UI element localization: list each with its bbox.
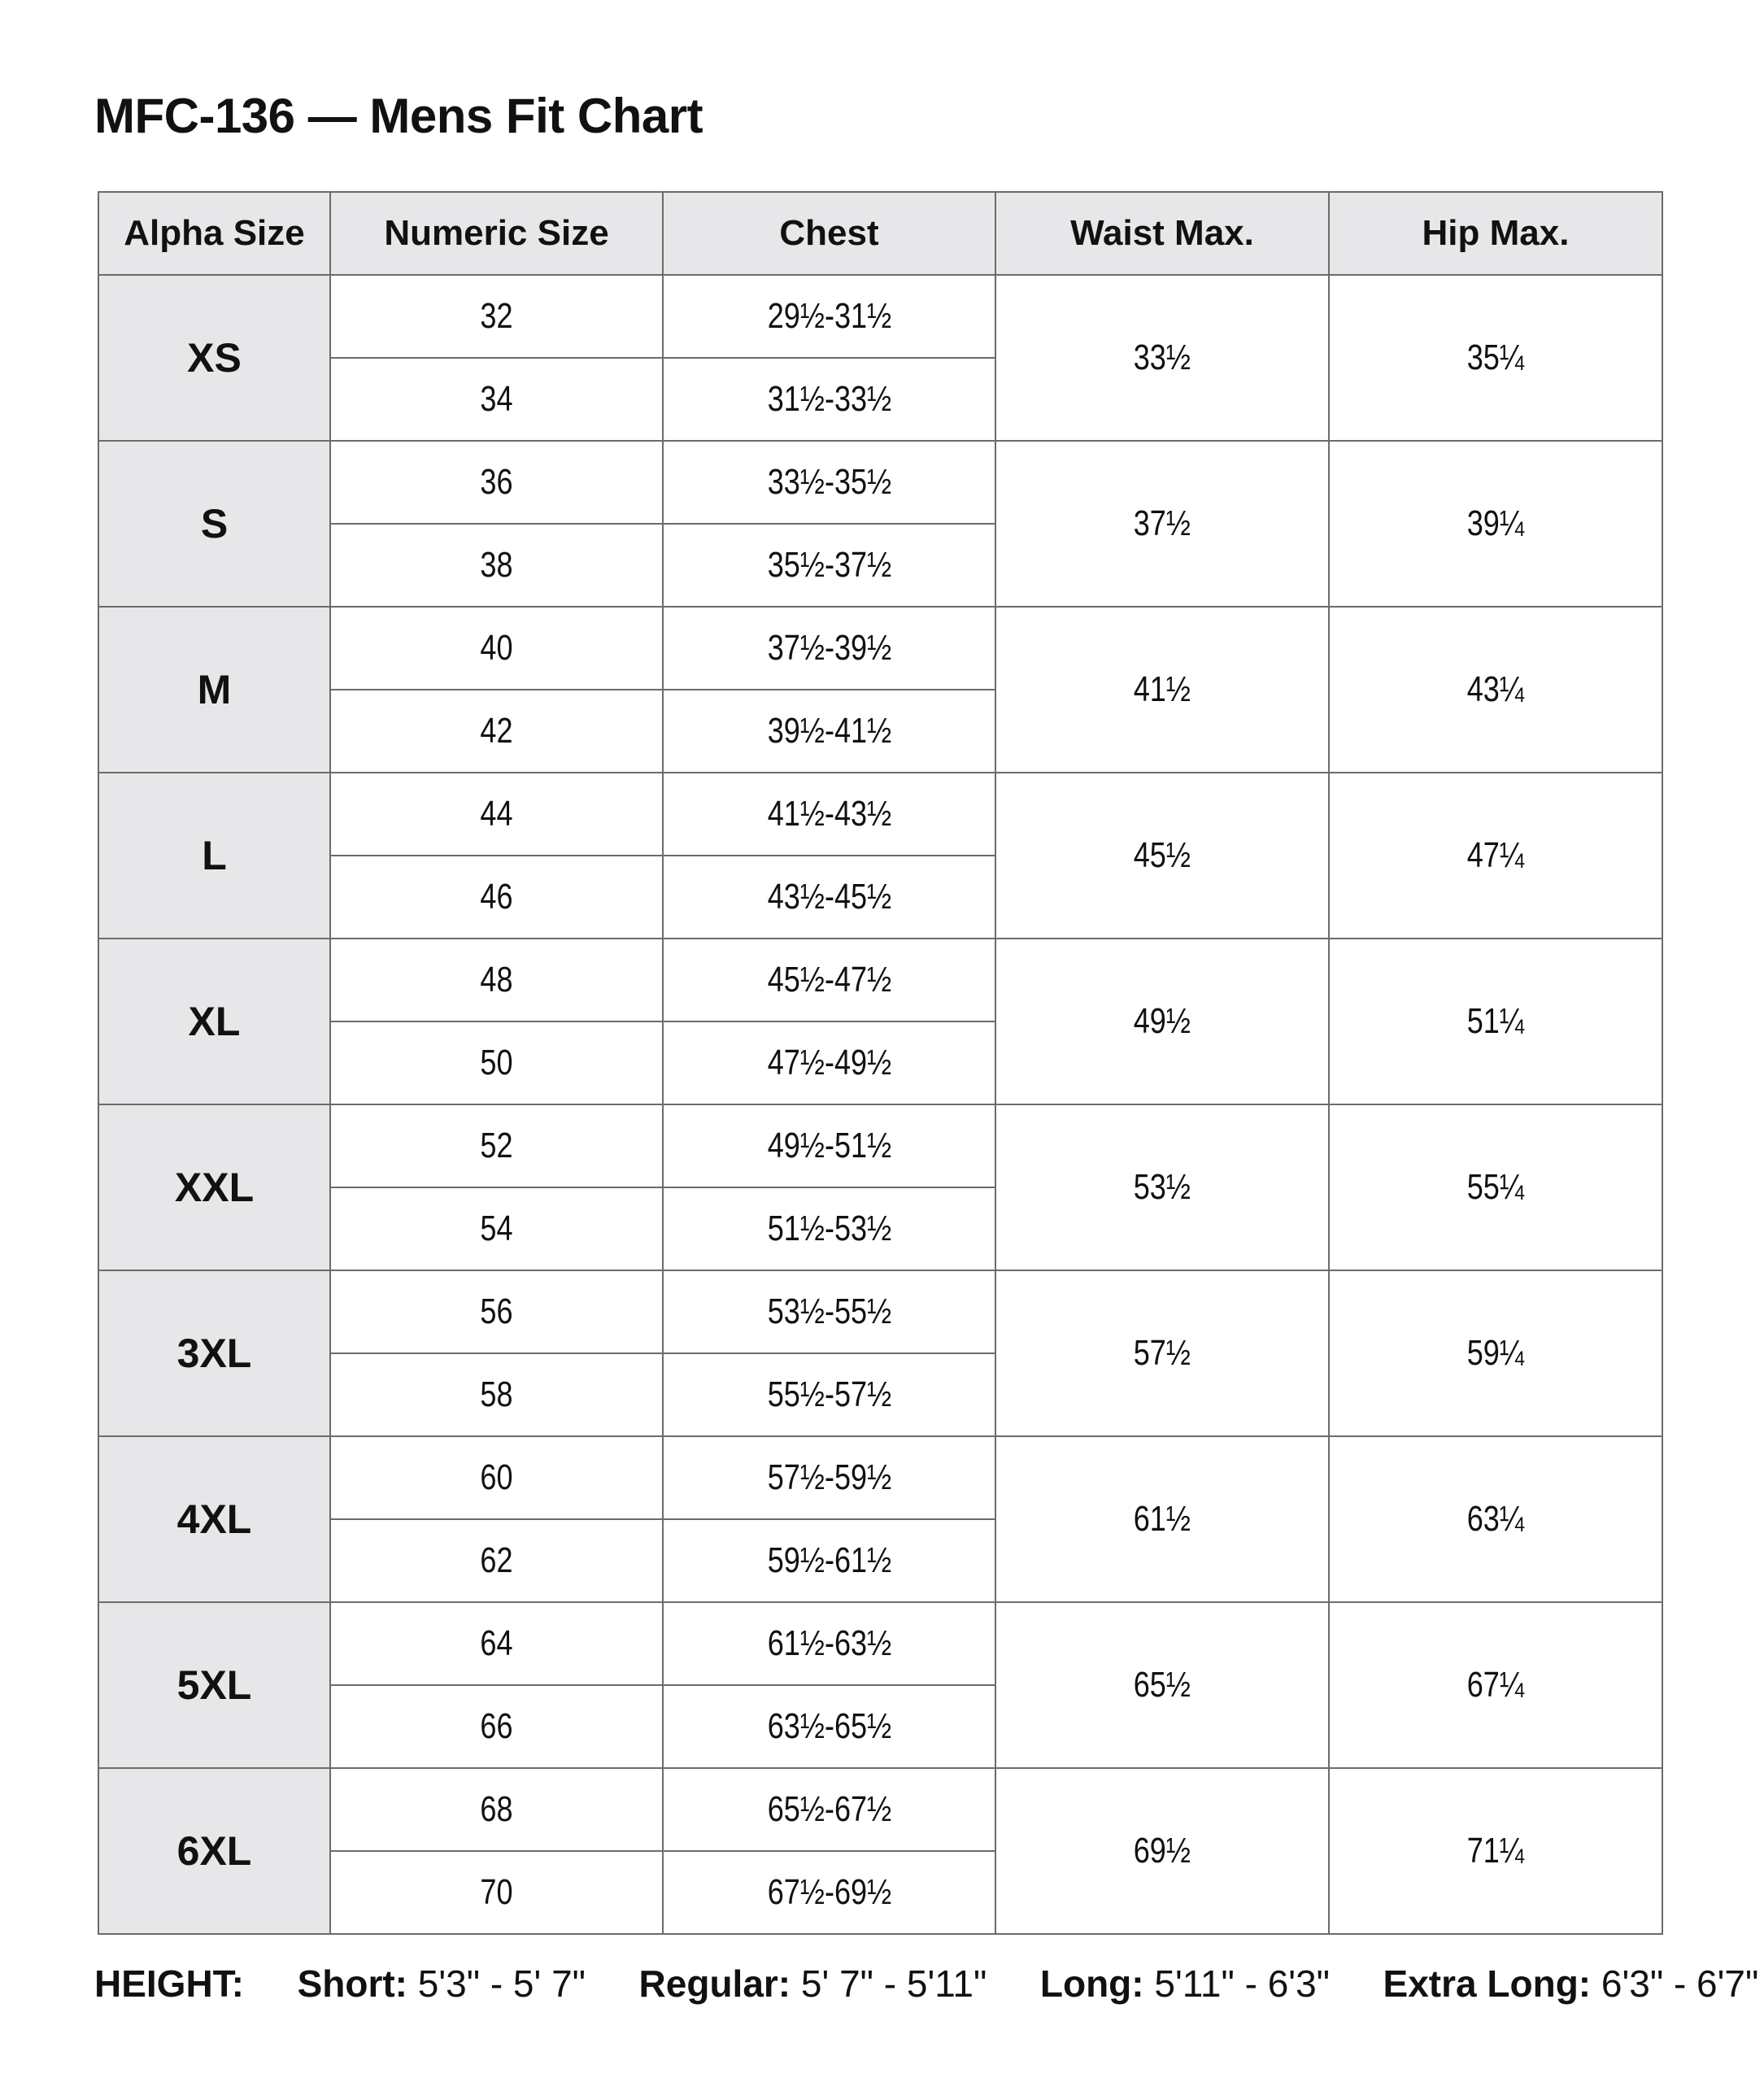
numeric-size-text: 58 xyxy=(480,1374,513,1414)
chest-cell xyxy=(663,524,995,607)
long-label: Long: xyxy=(1039,1962,1144,2005)
numeric-size-text: 46 xyxy=(480,877,513,917)
numeric-size-cell xyxy=(330,856,663,939)
alpha-size-cell: XS xyxy=(98,275,330,441)
hip-max-text: 39¼ xyxy=(1466,503,1525,543)
waist-max-cell xyxy=(995,1768,1329,1934)
page-title: MFC-136 — Mens Fit Chart xyxy=(94,89,703,143)
waist-max-cell xyxy=(995,773,1329,939)
numeric-size-cell xyxy=(330,1602,663,1685)
chest-text: 35½-37½ xyxy=(767,545,891,585)
chest-cell xyxy=(663,1768,995,1851)
chest-cell xyxy=(663,939,995,1021)
hip-max-text: 59¼ xyxy=(1466,1333,1525,1373)
chest-text: 63½-65½ xyxy=(767,1706,891,1746)
numeric-size-cell xyxy=(330,1353,663,1436)
table-row xyxy=(98,1602,1662,1685)
waist-max-text: 57½ xyxy=(1133,1333,1191,1373)
numeric-size-cell xyxy=(330,1851,663,1934)
chest-cell xyxy=(663,1851,995,1934)
hip-max-cell xyxy=(1329,1104,1662,1270)
height-label: HEIGHT: xyxy=(94,1962,244,2005)
chest-cell xyxy=(663,1353,995,1436)
table-row xyxy=(98,773,1662,856)
alpha-size-cell: 6XL xyxy=(98,1768,330,1934)
numeric-size-cell xyxy=(330,275,663,358)
regular-value: 5' 7" - 5'11" xyxy=(800,1962,987,2005)
chest-text: 49½-51½ xyxy=(767,1126,891,1165)
extra-long-value: 6'3" - 6'7" xyxy=(1601,1962,1759,2005)
numeric-size-text: 36 xyxy=(480,462,513,502)
chest-text: 39½-41½ xyxy=(767,711,891,751)
chest-cell xyxy=(663,1602,995,1685)
waist-max-text: 61½ xyxy=(1133,1499,1191,1539)
alpha-size-cell: L xyxy=(98,773,330,939)
numeric-size-text: 38 xyxy=(480,545,513,585)
chest-text: 45½-47½ xyxy=(767,960,891,1000)
alpha-size-cell: 4XL xyxy=(98,1436,330,1602)
waist-max-cell xyxy=(995,1602,1329,1768)
chest-cell xyxy=(663,773,995,856)
chest-text: 47½-49½ xyxy=(767,1043,891,1082)
hip-max-cell xyxy=(1329,275,1662,441)
chest-text: 43½-45½ xyxy=(767,877,891,917)
hip-max-text: 63¼ xyxy=(1466,1499,1525,1539)
hip-max-cell xyxy=(1329,441,1662,607)
chest-cell xyxy=(663,856,995,939)
chest-text: 61½-63½ xyxy=(767,1623,891,1663)
chest-cell xyxy=(663,1270,995,1353)
chest-text: 53½-55½ xyxy=(767,1291,891,1331)
chest-cell xyxy=(663,275,995,358)
numeric-size-cell xyxy=(330,1685,663,1768)
waist-max-text: 45½ xyxy=(1133,835,1191,875)
waist-max-text: 33½ xyxy=(1133,338,1191,377)
chest-cell xyxy=(663,1519,995,1602)
chest-text: 41½-43½ xyxy=(767,794,891,834)
waist-max-text: 69½ xyxy=(1133,1831,1191,1871)
numeric-size-text: 64 xyxy=(480,1623,513,1663)
numeric-size-text: 44 xyxy=(480,794,513,834)
alpha-size-cell: S xyxy=(98,441,330,607)
table-row xyxy=(98,1436,1662,1519)
numeric-size-cell xyxy=(330,1768,663,1851)
chest-text: 29½-31½ xyxy=(767,296,891,336)
chest-text: 33½-35½ xyxy=(767,462,891,502)
numeric-size-cell xyxy=(330,358,663,441)
waist-max-text: 49½ xyxy=(1133,1001,1191,1041)
numeric-size-cell xyxy=(330,441,663,524)
numeric-size-cell xyxy=(330,1187,663,1270)
hip-max-text: 51¼ xyxy=(1466,1001,1525,1041)
hip-max-text: 35¼ xyxy=(1466,338,1525,377)
numeric-size-text: 66 xyxy=(480,1706,513,1746)
numeric-size-cell xyxy=(330,1021,663,1104)
header-hip-max: Hip Max. xyxy=(1329,192,1662,275)
numeric-size-cell xyxy=(330,607,663,690)
numeric-size-text: 56 xyxy=(480,1291,513,1331)
alpha-size-cell: XL xyxy=(98,939,330,1104)
extra-long-label: Extra Long: xyxy=(1383,1962,1592,2005)
hip-max-cell xyxy=(1329,1436,1662,1602)
waist-max-cell xyxy=(995,1270,1329,1436)
chest-text: 51½-53½ xyxy=(767,1209,891,1248)
waist-max-text: 65½ xyxy=(1133,1665,1191,1705)
numeric-size-text: 60 xyxy=(480,1457,513,1497)
table-row xyxy=(98,1104,1662,1187)
chest-cell xyxy=(663,1187,995,1270)
numeric-size-cell xyxy=(330,690,663,773)
chest-text: 59½-61½ xyxy=(767,1540,891,1580)
numeric-size-text: 54 xyxy=(480,1209,513,1248)
chest-cell xyxy=(663,690,995,773)
table-row xyxy=(98,441,1662,524)
numeric-size-cell xyxy=(330,939,663,1021)
hip-max-text: 67¼ xyxy=(1466,1665,1525,1705)
hip-max-text: 55¼ xyxy=(1466,1167,1525,1207)
numeric-size-cell xyxy=(330,773,663,856)
alpha-size-cell: 5XL xyxy=(98,1602,330,1768)
chest-text: 55½-57½ xyxy=(767,1374,891,1414)
table-row xyxy=(98,1270,1662,1353)
header-waist-max: Waist Max. xyxy=(995,192,1329,275)
chest-text: 37½-39½ xyxy=(767,628,891,668)
long-value: 5'11" - 6'3" xyxy=(1154,1962,1330,2005)
table-body xyxy=(98,275,1662,1934)
numeric-size-text: 40 xyxy=(480,628,513,668)
waist-max-cell xyxy=(995,1436,1329,1602)
chest-text: 57½-59½ xyxy=(767,1457,891,1497)
chest-text: 67½-69½ xyxy=(767,1872,891,1912)
alpha-size-cell: XXL xyxy=(98,1104,330,1270)
alpha-size-cell: 3XL xyxy=(98,1270,330,1436)
numeric-size-text: 52 xyxy=(480,1126,513,1165)
waist-max-cell xyxy=(995,939,1329,1104)
hip-max-cell xyxy=(1329,939,1662,1104)
numeric-size-text: 48 xyxy=(480,960,513,1000)
waist-max-cell xyxy=(995,441,1329,607)
table-row xyxy=(98,939,1662,1021)
numeric-size-text: 50 xyxy=(480,1043,513,1082)
hip-max-cell xyxy=(1329,1602,1662,1768)
header-numeric-size: Numeric Size xyxy=(330,192,663,275)
regular-label: Regular: xyxy=(638,1962,791,2005)
fit-chart-table xyxy=(98,191,1663,1935)
hip-max-cell xyxy=(1329,773,1662,939)
numeric-size-cell xyxy=(330,1270,663,1353)
chest-text: 65½-67½ xyxy=(767,1789,891,1829)
hip-max-text: 71¼ xyxy=(1466,1831,1525,1871)
header-row xyxy=(98,192,1662,275)
waist-max-text: 41½ xyxy=(1133,669,1191,709)
hip-max-cell xyxy=(1329,607,1662,773)
numeric-size-cell xyxy=(330,1104,663,1187)
chest-cell xyxy=(663,1685,995,1768)
hip-max-cell xyxy=(1329,1270,1662,1436)
header-alpha-size: Alpha Size xyxy=(98,192,330,275)
numeric-size-cell xyxy=(330,524,663,607)
chest-text: 31½-33½ xyxy=(767,379,891,419)
waist-max-text: 37½ xyxy=(1133,503,1191,543)
height-footer xyxy=(94,1962,1758,2006)
chest-cell xyxy=(663,1021,995,1104)
numeric-size-text: 42 xyxy=(480,711,513,751)
numeric-size-text: 34 xyxy=(480,379,513,419)
numeric-size-cell xyxy=(330,1519,663,1602)
chest-cell xyxy=(663,1436,995,1519)
chest-cell xyxy=(663,441,995,524)
numeric-size-text: 70 xyxy=(480,1872,513,1912)
table-row xyxy=(98,275,1662,358)
chest-cell xyxy=(663,358,995,441)
short-label: Short: xyxy=(297,1962,407,2005)
chest-cell xyxy=(663,607,995,690)
hip-max-text: 43¼ xyxy=(1466,669,1525,709)
short-value: 5'3" - 5' 7" xyxy=(417,1962,586,2005)
chest-cell xyxy=(663,1104,995,1187)
table-row xyxy=(98,607,1662,690)
alpha-size-cell: M xyxy=(98,607,330,773)
waist-max-text: 53½ xyxy=(1133,1167,1191,1207)
header-chest: Chest xyxy=(663,192,995,275)
waist-max-cell xyxy=(995,1104,1329,1270)
table-row xyxy=(98,1768,1662,1851)
numeric-size-text: 68 xyxy=(480,1789,513,1829)
hip-max-text: 47¼ xyxy=(1466,835,1525,875)
numeric-size-text: 32 xyxy=(480,296,513,336)
waist-max-cell xyxy=(995,275,1329,441)
hip-max-cell xyxy=(1329,1768,1662,1934)
waist-max-cell xyxy=(995,607,1329,773)
numeric-size-cell xyxy=(330,1436,663,1519)
numeric-size-text: 62 xyxy=(480,1540,513,1580)
